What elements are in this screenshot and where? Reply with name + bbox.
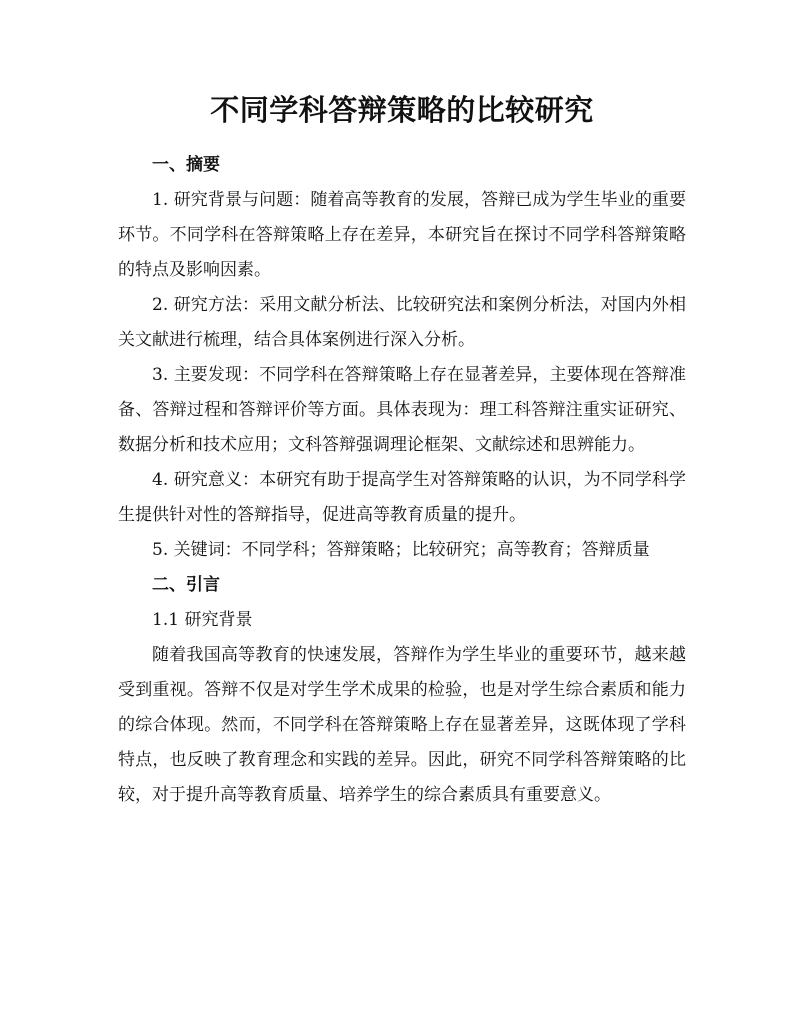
abstract-paragraph-findings: 3. 主要发现：不同学科在答辩策略上存在显著差异，主要体现在答辩准备、答辩过程和答辩评价等方面。具体表现为：理工科答辩注重实证研究、数据分析和技术应用；文科答辩强调理论框架、文献综述和思辨能力。 <box>118 365 686 455</box>
introduction-paragraph: 随着我国高等教育的快速发展，答辩作为学生毕业的重要环节，越来越受到重视。答辩不仅是对学生学术成果的检验，也是对学生综合素质和能力的综合体现。然而，不同学科在答辩策略上存在显著差异，这既体现了学科特点，也反映了教育理念和实践的差异。因此，研究不同学科答辩策略的比较，对于提升高等教育质量、培养学生的综合素质具有重要意义。 <box>118 645 686 805</box>
document-title: 不同学科答辩策略的比较研究 <box>210 93 594 127</box>
section-heading-abstract: 一、摘要 <box>152 155 220 175</box>
document-body <box>118 148 686 813</box>
section-heading-introduction: 二、引言 <box>152 575 220 595</box>
abstract-paragraph-background: 1. 研究背景与问题：随着高等教育的发展，答辩已成为学生毕业的重要环节。不同学科在答辩策略上存在差异，本研究旨在探讨不同学科答辩策略的特点及影响因素。 <box>118 190 686 280</box>
abstract-paragraph-keywords: 5. 关键词：不同学科；答辩策略；比较研究；高等教育；答辩质量 <box>152 540 650 560</box>
subsection-heading-background: 1.1 研究背景 <box>152 610 253 630</box>
abstract-paragraph-method: 2. 研究方法：采用文献分析法、比较研究法和案例分析法，对国内外相关文献进行梳理，结合具体案例进行深入分析。 <box>118 295 686 350</box>
abstract-paragraph-significance: 4. 研究意义：本研究有助于提高学生对答辩策略的认识，为不同学科学生提供针对性的答辩指导，促进高等教育质量的提升。 <box>118 470 686 525</box>
